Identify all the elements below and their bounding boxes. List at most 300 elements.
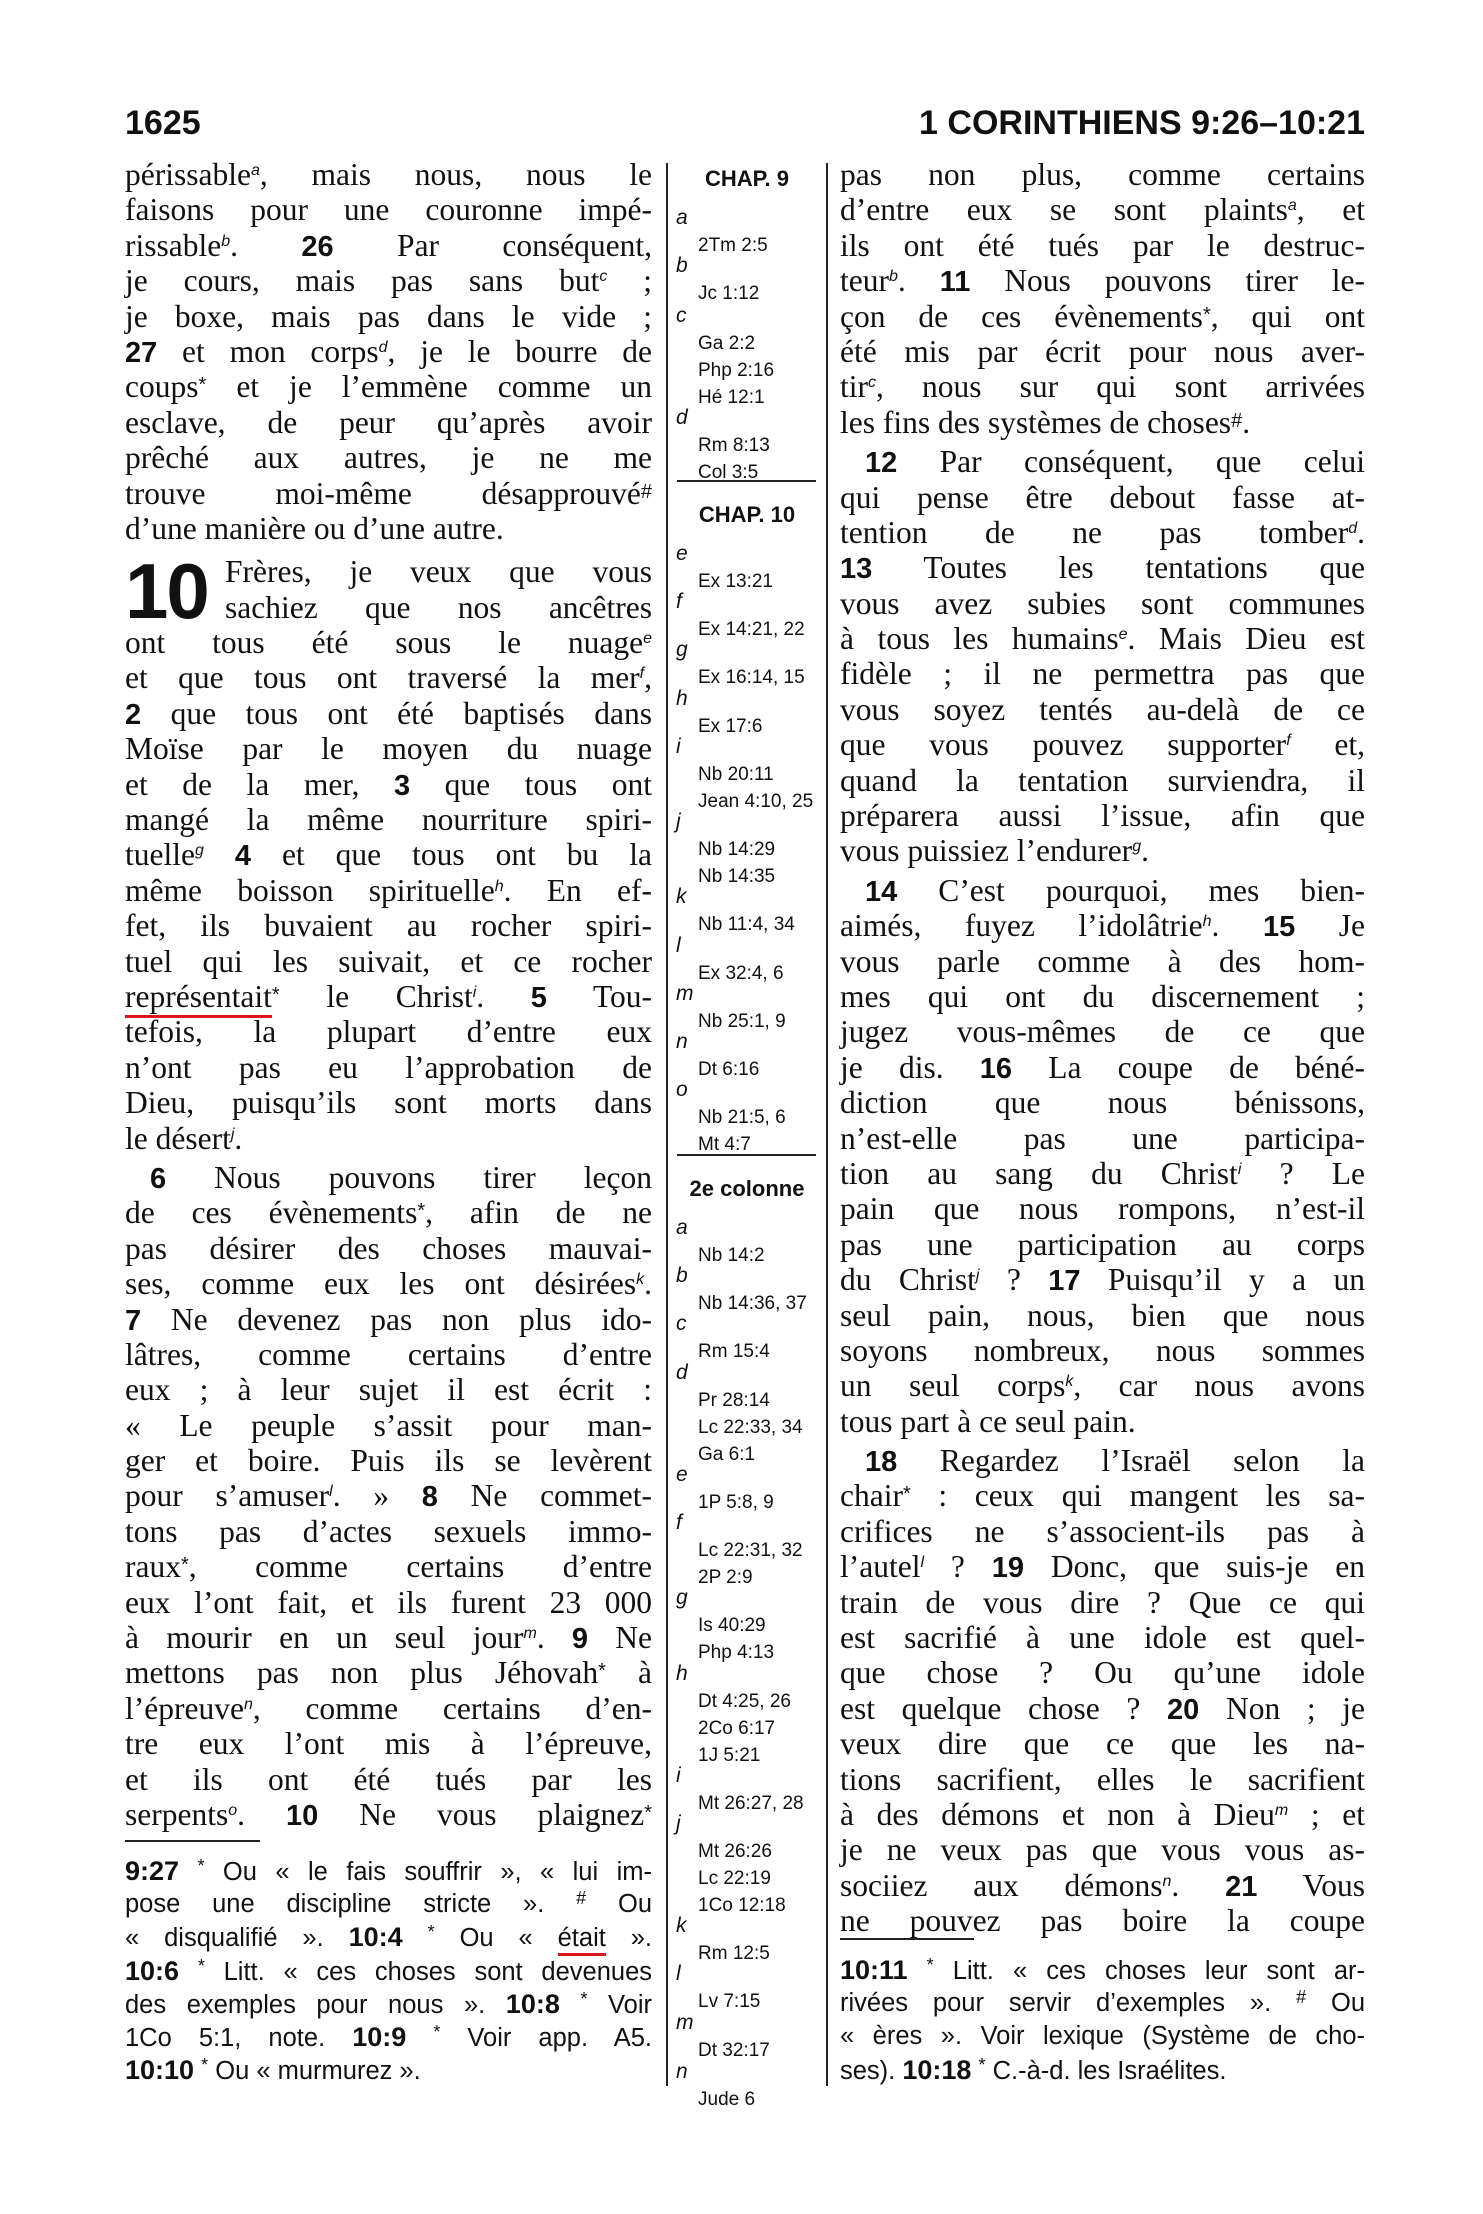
text-run: été mis par écrit pour nous aver-: [840, 333, 1365, 369]
reference-letter: j: [676, 810, 681, 834]
text-line: [125, 767, 652, 802]
reference-letter: e: [676, 541, 688, 565]
scripture-reference: Ex 14:21, 22: [698, 619, 805, 641]
text-run: fidèle ; il ne permettra pas que: [840, 656, 1365, 692]
text-run: mangé la même nourriture spiri-: [125, 802, 652, 838]
text-line: [125, 1266, 652, 1301]
text-run: « Le peuple s’assit pour man-: [125, 1407, 652, 1443]
scripture-reference: Mt 26:27, 28: [698, 1792, 804, 1814]
text-run: à des démons et non à Dieu: [840, 1796, 1275, 1832]
footnote-marker: *: [978, 2054, 986, 2075]
text-run: , nous sur qui sont arrivées: [876, 369, 1365, 405]
verse-number: 5: [530, 981, 547, 1014]
reference-letter: k: [676, 885, 687, 909]
reference-letter: l: [676, 933, 681, 957]
cross-reference-entry: [676, 1509, 803, 1591]
text-line: [840, 727, 1365, 762]
column-divider: [826, 163, 828, 2086]
text-run: mes qui ont du discernement ;: [840, 978, 1365, 1014]
text-line: [840, 1655, 1365, 1690]
text-run: et je l’emmène comme un: [206, 369, 652, 405]
text-line: [125, 1195, 652, 1230]
text-run: , comme certains d’en-: [252, 1690, 652, 1726]
verse-number: 26: [301, 230, 334, 263]
text-run: à tous les humains: [840, 621, 1119, 657]
footnote-line: [840, 2054, 1365, 2087]
text-run: [179, 1958, 198, 1986]
text-line: [840, 192, 1365, 227]
text-line: [840, 1762, 1365, 1797]
text-run: Tou-: [546, 978, 653, 1014]
cross-reference-entry: [676, 1960, 760, 2015]
scripture-reference: Dt 4:25, 26: [698, 1690, 791, 1712]
text-run: ils ont été tués par le destruc-: [840, 227, 1365, 263]
text-run: Regardez l’Israël selon la: [897, 1443, 1365, 1479]
scripture-reference: Col 3:5: [698, 461, 759, 483]
text-run: Puisqu’il y a un: [1080, 1262, 1366, 1298]
scripture-reference: Ga 6:1: [698, 1443, 756, 1465]
reference-letter: d: [676, 405, 688, 429]
text-line: [125, 1585, 652, 1620]
footnote-reference: 10:10: [125, 2055, 195, 2086]
scripture-reference: Ex 32:4, 6: [698, 962, 784, 984]
text-run: ses).: [840, 2056, 903, 2085]
text-line: [840, 1085, 1365, 1120]
scripture-reference: Nb 21:5, 6: [698, 1107, 786, 1129]
footnote-marker: *: [180, 1554, 189, 1577]
text-line: [840, 1404, 1365, 1439]
text-run: je boxe, mais pas dans le vide ;: [125, 298, 652, 334]
text-line: [125, 157, 652, 192]
text-line: [125, 1514, 652, 1549]
text-line: [125, 1549, 652, 1584]
text-run: je ne veux pas que vous vous as-: [840, 1832, 1365, 1868]
footnote-marker: *: [1202, 303, 1211, 326]
text-run: et que tous ont traversé la mer: [125, 660, 640, 696]
text-line: [840, 873, 1365, 908]
text-line: [840, 1691, 1365, 1726]
footnote-marker: d: [1348, 519, 1358, 537]
footnote-reference: 10:6: [125, 1955, 180, 1986]
text-run: , afin de ne: [425, 1195, 653, 1231]
text-run: raux: [125, 1549, 181, 1585]
scripture-reference: Nb 14:29: [698, 839, 776, 861]
footnote-rule: [840, 1938, 974, 1940]
scripture-reference: Ex 16:14, 15: [698, 667, 805, 689]
text-run: un seul corps: [840, 1368, 1066, 1404]
footnote-marker: #: [576, 1888, 587, 1909]
text-line: [125, 1762, 652, 1797]
text-run: tention de ne pas tomber: [840, 514, 1349, 550]
cross-reference-heading: 2e colonne: [689, 1176, 805, 1202]
text-line: [840, 1585, 1365, 1620]
verse-number: 20: [1167, 1693, 1200, 1726]
footnote-marker: b: [888, 268, 898, 286]
text-run: « disqualifié ».: [125, 1924, 349, 1953]
cross-reference-heading: CHAP. 10: [698, 502, 796, 528]
text-run: Ne: [588, 1620, 653, 1656]
text-line: [840, 1014, 1365, 1049]
footnotes-left: [125, 1855, 652, 2087]
footnote-marker: k: [636, 1271, 645, 1289]
chapter-number: 10: [125, 547, 208, 636]
verse-number: 19: [991, 1552, 1024, 1585]
text-run: que tous ont été baptisés dans: [141, 695, 652, 731]
text-run: fet, ils buvaient au rocher spiri-: [125, 908, 652, 944]
scripture-reference: Mt 4:7: [698, 1134, 751, 1156]
text-line: [125, 696, 652, 731]
text-line: [840, 1262, 1365, 1297]
footnote-marker: *: [198, 374, 207, 397]
footnote-marker: *: [580, 1988, 588, 2009]
text-line: [840, 1050, 1365, 1085]
text-run: est sacrifié à une idole est quel-: [840, 1620, 1365, 1656]
footnote-marker: a: [250, 162, 260, 179]
footnote-marker: a: [1287, 197, 1297, 215]
text-run: Ne devenez pas non plus ido-: [141, 1301, 652, 1337]
text-run: .: [1211, 908, 1263, 944]
text-line: [840, 1443, 1365, 1478]
cross-reference-entry: [676, 2009, 770, 2064]
text-run: 1Co 5:1, note.: [125, 2023, 353, 2052]
reference-letter: f: [676, 590, 682, 614]
text-run: d’une manière ou d’une autre.: [125, 510, 504, 546]
footnote-marker: *: [433, 2021, 441, 2042]
footnotes-right: [840, 1954, 1365, 2087]
footnote-marker: *: [197, 1955, 205, 1976]
cross-reference-entry: [676, 685, 762, 740]
text-run: je cours, mais pas sans but: [125, 263, 600, 299]
text-run: [406, 2024, 433, 2052]
text-line: [840, 1121, 1365, 1156]
verse-number: 12: [865, 447, 898, 480]
text-run: . Mais Dieu est: [1127, 621, 1365, 657]
reference-letter: h: [676, 1661, 688, 1685]
text-line: [125, 908, 652, 943]
scripture-reference: Nb 11:4, 34: [698, 914, 795, 936]
text-run: pain que nous rompons, n’est-il: [840, 1191, 1365, 1227]
text-line: [125, 1443, 652, 1478]
text-run: mettons pas non plus Jéhovah: [125, 1655, 599, 1691]
text-line: [125, 802, 652, 837]
cross-reference-entry: [676, 1461, 774, 1516]
text-run: ».: [605, 1924, 653, 1953]
text-line: [840, 369, 1365, 404]
text-line: [125, 837, 652, 872]
text-run: rivées pour servir d’exemples ».: [840, 1989, 1297, 2018]
text-line: [125, 1408, 652, 1443]
footnote-reference: 10:9: [352, 2021, 407, 2052]
text-run: .: [1242, 404, 1251, 440]
paragraph: [840, 444, 1365, 869]
text-line: [840, 1191, 1365, 1226]
reference-letter: f: [676, 1511, 682, 1535]
text-run: préparera aussi l’issue, afin que: [840, 798, 1365, 834]
text-run: ,: [644, 660, 652, 696]
text-run: de ces évènements: [125, 1195, 418, 1231]
verse-number: 13: [840, 553, 873, 586]
text-run: diction que nous bénissons,: [840, 1085, 1365, 1121]
reference-letter: c: [676, 1312, 687, 1336]
text-line: [125, 1478, 652, 1513]
footnote-marker: o: [228, 1801, 238, 1819]
text-run: .: [234, 1120, 243, 1156]
text-run: ; et: [1288, 1796, 1365, 1832]
footnote-line: [840, 1954, 1365, 1987]
right-text-column: [840, 157, 1365, 1939]
footnote-marker: e: [643, 630, 652, 648]
text-line: [125, 1337, 652, 1372]
cross-reference-entry: [676, 932, 784, 987]
text-run: tuel qui les suivait, et ce rocher: [125, 943, 652, 979]
verse-number: 21: [1225, 1870, 1258, 1903]
text-run: Ou: [1306, 1989, 1365, 2018]
reference-letter: k: [676, 1914, 687, 1938]
scripture-reference: Rm 15:4: [698, 1341, 770, 1363]
verse-number: 17: [1048, 1265, 1081, 1298]
text-line: [840, 1298, 1365, 1333]
scripture-reference: Php 2:16: [698, 359, 775, 381]
text-run: des exemples pour nous ».: [125, 1990, 506, 2019]
verse-number: 3: [393, 769, 411, 802]
text-line: [125, 1085, 652, 1120]
scripture-reference: Nb 25:1, 9: [698, 1010, 786, 1032]
reference-letter: g: [676, 638, 688, 662]
footnote-line: [125, 2054, 652, 2087]
text-line: [840, 1227, 1365, 1262]
text-line: [125, 476, 652, 511]
cross-reference-entry: [676, 1262, 807, 1317]
cross-reference-entry: [676, 1028, 759, 1083]
text-run: aimés, fuyez l’idolâtrie: [840, 908, 1203, 944]
scripture-reference: 2Co 6:17: [698, 1717, 776, 1739]
footnote-line: [125, 1855, 652, 1888]
text-run: , et: [1296, 192, 1366, 228]
cross-reference-entry: [676, 733, 813, 815]
text-run: C’est pourquoi, mes bien-: [897, 872, 1365, 908]
scripture-reference: 1P 5:8, 9: [698, 1491, 774, 1513]
text-run: train de vous dire ? Que ce qui: [840, 1584, 1365, 1620]
text-run: Dieu, puisqu’ils sont morts dans: [125, 1085, 652, 1121]
reference-letter: a: [676, 205, 688, 229]
text-run: esclave, de peur qu’après avoir: [125, 404, 652, 440]
text-line: [840, 692, 1365, 727]
footnote-marker: g: [194, 842, 204, 860]
footnote-line: [125, 1921, 652, 1954]
verse-number: 10: [286, 1799, 319, 1832]
text-run: , je le bourre de: [387, 333, 652, 369]
footnote-marker: j: [975, 1267, 980, 1285]
text-run: .: [476, 978, 531, 1014]
text-run: et mon corps: [157, 333, 379, 369]
footnote-marker: *: [644, 1801, 653, 1824]
paragraph: [125, 157, 652, 546]
scripture-reference: 1Co 12:18: [698, 1894, 786, 1916]
text-line: [125, 228, 652, 263]
reference-letter: j: [676, 1811, 681, 1835]
footnote-marker: m: [1274, 1801, 1289, 1819]
text-run: l’épreuve: [125, 1690, 244, 1726]
text-run: tion au sang du Christ: [840, 1155, 1238, 1191]
scripture-reference: Ga 2:2: [698, 332, 756, 354]
scripture-reference: 2P 2:9: [698, 1567, 753, 1589]
verse-number: 11: [939, 266, 971, 299]
cross-reference-entry: [676, 980, 786, 1035]
text-run: lâtres, comme certains d’entre: [125, 1336, 652, 1372]
text-run: pose une discipline stricte ».: [125, 1890, 577, 1919]
scripture-reference: Nb 14:35: [698, 866, 776, 888]
text-run: , qui ont: [1210, 298, 1365, 334]
text-line: [840, 1478, 1365, 1513]
scripture-reference: Ex 13:21: [698, 570, 773, 592]
text-run: chair: [840, 1478, 903, 1514]
text-run: périssable: [125, 157, 251, 192]
text-run: [908, 1957, 927, 1985]
text-run: ?: [979, 1262, 1049, 1298]
text-line: [125, 1655, 652, 1690]
footnote-marker: *: [427, 1922, 435, 1943]
highlighted-word: était: [558, 1924, 606, 1956]
text-run: tous part à ce seul pain.: [840, 1403, 1136, 1439]
scripture-reference: Nb 14:2: [698, 1244, 765, 1266]
reference-letter: h: [676, 686, 688, 710]
verse-number: 9: [571, 1623, 589, 1656]
scripture-reference: 2Tm 2:5: [698, 234, 768, 256]
paragraph: [840, 873, 1365, 1439]
text-line: [125, 263, 652, 298]
text-line: [125, 660, 652, 695]
text-line: [840, 1726, 1365, 1761]
text-run: trouve moi-même désapprouvé: [125, 475, 641, 511]
text-run: La coupe de béné-: [1012, 1049, 1365, 1085]
cross-reference-entry: [676, 1076, 786, 1158]
text-run: ? Le: [1241, 1155, 1365, 1191]
footnote-reference: 9:27: [125, 1856, 180, 1886]
footnote-marker: l: [920, 1554, 925, 1572]
text-line: [125, 1797, 652, 1832]
text-run: tir: [840, 369, 868, 405]
scripture-reference: Lv 7:15: [698, 1991, 761, 2013]
verse-number: 6: [150, 1162, 167, 1195]
text-line: [125, 1160, 652, 1195]
text-line: [840, 621, 1365, 656]
text-run: faisons pour une couronne impé-: [125, 192, 652, 228]
text-run: pas une participation au corps: [840, 1226, 1365, 1262]
scripture-reference: Is 40:29: [698, 1615, 766, 1637]
footnote-marker: #: [1231, 409, 1243, 432]
footnote-marker: *: [926, 1955, 934, 1975]
footnote-reference: 10:8: [505, 1988, 560, 2019]
footnote-marker: b: [221, 232, 231, 250]
text-line: [125, 1302, 652, 1337]
text-line: [840, 157, 1365, 192]
text-run: tions sacrifient, elles le sacrifient: [840, 1761, 1365, 1797]
text-run: soyons nombreux, nous sommes: [840, 1332, 1365, 1368]
footnote-marker: e: [1118, 626, 1128, 644]
cross-reference-entry: [676, 204, 768, 259]
footnote-marker: k: [1065, 1373, 1074, 1391]
text-run: Toutes les tentations que: [872, 550, 1365, 586]
text-run: ont tous été sous le nuage: [125, 625, 644, 661]
footnote-marker: m: [523, 1625, 537, 1643]
text-run: , comme certains d’entre: [188, 1549, 652, 1585]
cross-reference-entry: [676, 1810, 786, 1919]
footnote-line: [125, 1955, 652, 1988]
cross-reference-entry: [676, 302, 774, 411]
running-head: 1 CORINTHIENS 9:26–10:21: [919, 104, 1365, 142]
text-run: Vous: [1257, 1867, 1365, 1903]
highlighted-word: représentait: [125, 979, 272, 1018]
text-run: , mais nous, nous le: [259, 157, 652, 192]
footnote-marker: h: [1202, 913, 1212, 931]
text-run: Donc, que suis-je en: [1024, 1549, 1365, 1585]
footnote-marker: #: [640, 480, 652, 503]
text-run: que tous ont: [410, 766, 652, 802]
reference-letter: o: [676, 1078, 688, 1102]
text-run: n’ont pas eu l’approbation de: [125, 1049, 652, 1085]
text-line: [840, 833, 1365, 868]
text-run: sachiez que nos ancêtres: [225, 589, 652, 625]
text-line: [125, 405, 652, 440]
text-run: du Christ: [840, 1262, 976, 1298]
text-run: çon de ces évènements: [840, 298, 1203, 334]
scripture-reference: Nb 14:36, 37: [698, 1293, 807, 1315]
scripture-reference: Jean 4:10, 25: [698, 790, 814, 812]
text-run: qui pense être debout fasse at-: [840, 479, 1365, 515]
cross-reference-entry: [676, 808, 775, 890]
text-line: [125, 1726, 652, 1761]
reference-letter: b: [676, 253, 688, 277]
footnote-reference: 10:4: [348, 1922, 403, 1953]
footnote-line: [840, 1987, 1365, 2020]
cross-reference-entry: [676, 1762, 804, 1817]
footnote-marker: j: [230, 1125, 235, 1143]
cross-reference-entry: [676, 1912, 770, 1967]
text-line: [125, 369, 652, 404]
text-run: pour s’amuser: [125, 1478, 330, 1514]
text-run: « ères ». Voir lexique (Système de cho-: [840, 2022, 1365, 2051]
footnote-marker: *: [197, 1856, 205, 1876]
text-run: C.-à-d. les Israélites.: [985, 2056, 1227, 2085]
text-run: tre eux l’ont mis à l’épreuve,: [125, 1726, 652, 1762]
text-line: [125, 299, 652, 334]
text-line: [840, 1832, 1365, 1867]
text-run: . En ef-: [503, 872, 652, 908]
footnote-marker: f: [1286, 732, 1291, 750]
text-run: les fins des systèmes de choses: [840, 404, 1232, 440]
text-line: [125, 1620, 652, 1655]
column-divider: [666, 163, 668, 2086]
text-line: [125, 440, 652, 475]
text-run: Par conséquent,: [333, 227, 653, 263]
text-run: Par conséquent, que celui: [897, 444, 1365, 480]
chapter-paragraph: [125, 547, 653, 1156]
text-run: Non ; je: [1199, 1690, 1365, 1726]
text-run: prêché aux autres, je ne me: [125, 440, 652, 476]
text-line: [840, 1903, 1365, 1938]
footnote-line: [125, 2021, 652, 2054]
text-run: ;: [607, 263, 652, 299]
footnote-marker: *: [902, 1483, 911, 1506]
text-line: [125, 511, 652, 546]
text-line: [125, 1050, 652, 1085]
text-run: à mourir en un seul jour: [125, 1620, 524, 1656]
footnote-line: [840, 2020, 1365, 2053]
text-run: Frères, je veux que vous: [225, 554, 652, 590]
reference-letter: n: [676, 2060, 688, 2084]
text-line: [840, 480, 1365, 515]
footnote-marker: c: [599, 268, 608, 286]
